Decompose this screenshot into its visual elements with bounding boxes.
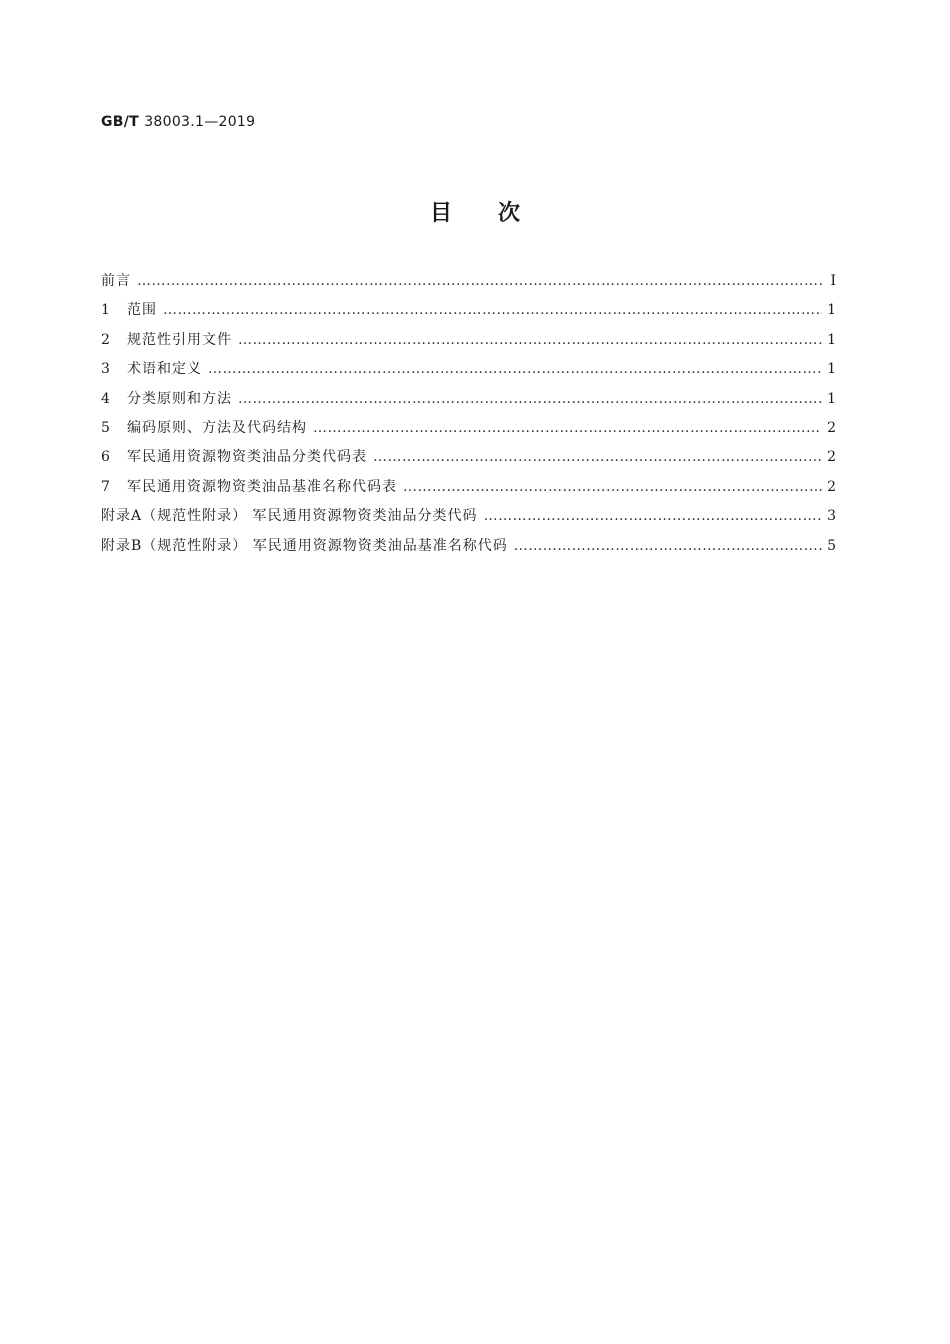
toc-entry-label: 规范性引用文件 bbox=[127, 331, 232, 348]
toc-title: 目次 bbox=[429, 201, 566, 226]
toc-entry-page: 2 bbox=[827, 449, 836, 466]
leader-dots bbox=[238, 332, 822, 348]
toc-entry-annex-b[interactable] bbox=[101, 535, 836, 564]
standard-code bbox=[101, 114, 255, 130]
toc-entry-number: 6 bbox=[101, 449, 111, 466]
toc-entry-label: 前言 bbox=[101, 273, 131, 289]
toc-entry-classification-code-table[interactable] bbox=[101, 446, 836, 475]
toc-entry-page: 1 bbox=[827, 361, 836, 378]
toc-entry-label: 分类原则和方法 bbox=[127, 390, 232, 407]
toc-entry-label: 编码原则、方法及代码结构 bbox=[127, 419, 307, 436]
leader-dots bbox=[163, 302, 822, 318]
toc-entry-coding[interactable] bbox=[101, 417, 836, 446]
toc-entry-label: 附录A（规范性附录） 军民通用资源物资类油品分类代码 bbox=[101, 508, 478, 525]
toc-entry-page: 2 bbox=[827, 478, 836, 495]
toc-entry-number: 2 bbox=[101, 331, 111, 348]
toc-entry-page: 3 bbox=[827, 508, 836, 525]
toc-entry-page: 1 bbox=[827, 390, 836, 407]
leader-dots bbox=[373, 449, 822, 465]
leader-dots bbox=[208, 361, 822, 377]
toc-entry-base-name-code-table[interactable] bbox=[101, 476, 836, 505]
toc-entry-label: 军民通用资源物资类油品基准名称代码表 bbox=[127, 478, 397, 495]
toc-entry-page: 2 bbox=[827, 419, 836, 436]
toc-entry-terms[interactable] bbox=[101, 358, 836, 387]
standard-prefix: GB/T bbox=[101, 114, 140, 130]
leader-dots bbox=[313, 420, 822, 436]
table-of-contents bbox=[101, 270, 836, 564]
toc-entry-label: 附录B（规范性附录） 军民通用资源物资类油品基准名称代码 bbox=[101, 537, 508, 554]
toc-entry-label: 术语和定义 bbox=[127, 361, 202, 378]
toc-entry-label: 军民通用资源物资类油品分类代码表 bbox=[127, 449, 367, 466]
toc-entry-number: 4 bbox=[101, 390, 111, 407]
toc-entry-number: 5 bbox=[101, 419, 111, 436]
toc-entry-page: 5 bbox=[827, 537, 836, 554]
standard-number: 38003.1—2019 bbox=[144, 114, 256, 130]
leader-dots bbox=[484, 508, 822, 524]
toc-entry-page: 1 bbox=[827, 302, 836, 319]
leader-dots bbox=[514, 538, 822, 554]
toc-entry-page: 1 bbox=[827, 331, 836, 348]
toc-entry-classification[interactable] bbox=[101, 388, 836, 417]
toc-entry-number: 1 bbox=[101, 302, 111, 319]
toc-entry-number: 7 bbox=[101, 478, 111, 495]
toc-entry-scope[interactable] bbox=[101, 299, 836, 328]
leader-dots bbox=[403, 479, 822, 495]
leader-dots bbox=[238, 391, 822, 407]
toc-entry-normative-references[interactable] bbox=[101, 329, 836, 358]
toc-entry-number: 3 bbox=[101, 361, 111, 378]
toc-entry-foreword[interactable] bbox=[101, 270, 836, 299]
toc-entry-annex-a[interactable] bbox=[101, 505, 836, 534]
toc-entry-label: 范围 bbox=[127, 302, 157, 319]
toc-entry-page: Ⅰ bbox=[830, 273, 836, 289]
leader-dots bbox=[137, 273, 822, 289]
